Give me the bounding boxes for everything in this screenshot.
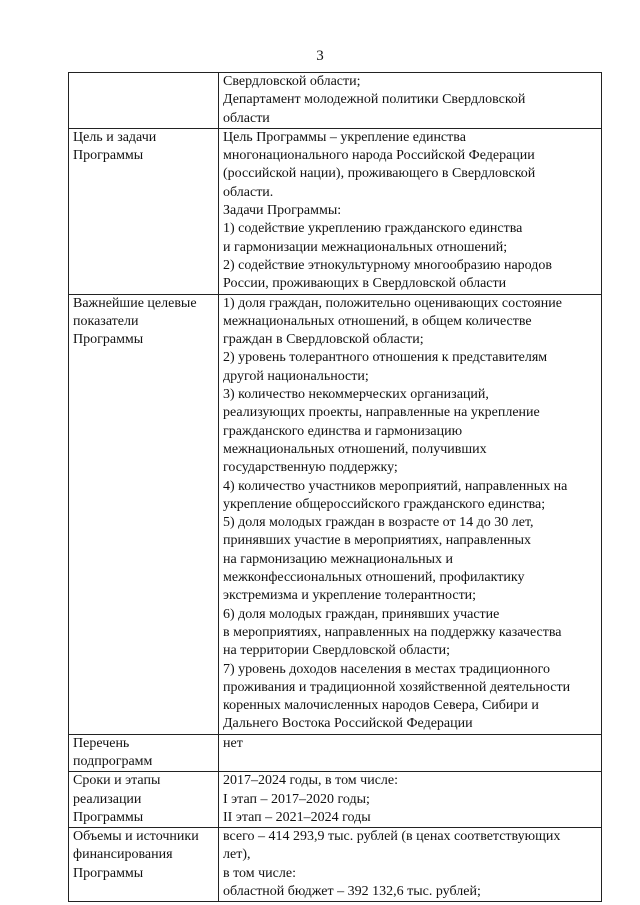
content-line: в том числе: <box>223 865 296 881</box>
row-label <box>69 128 219 294</box>
page-number: 3 <box>316 48 324 64</box>
content-line: 2017–2024 годы, в том числе: <box>223 773 398 789</box>
label-line: Программы <box>73 809 144 825</box>
content-line: лет), <box>223 847 251 863</box>
content-line: другой национальности; <box>223 368 369 384</box>
content-line: II этап – 2021–2024 годы <box>223 809 371 825</box>
program-passport-table <box>68 72 602 902</box>
row-content <box>219 772 602 828</box>
content-line: 4) количество участников мероприятий, направленных на <box>223 478 568 494</box>
row-label <box>69 73 219 129</box>
row-content <box>219 73 602 129</box>
label-line: Программы <box>73 148 144 164</box>
label-line: Объемы и источники <box>73 829 199 845</box>
row-content <box>219 734 602 772</box>
content-line: области. <box>223 184 274 200</box>
label-line: Программы <box>73 865 144 881</box>
content-line: 7) уровень доходов населения в местах традиционного <box>223 661 551 677</box>
label-line: реализации <box>73 791 142 807</box>
content-line: реализующих проекты, направленные на укрепление <box>223 405 540 421</box>
row-label <box>69 828 219 902</box>
table-row <box>69 772 602 828</box>
table-row <box>69 828 602 902</box>
content-line: 6) доля молодых граждан, принявших участие <box>223 606 500 622</box>
table-row <box>69 294 602 734</box>
content-line: 3) количество некоммерческих организаций, <box>223 387 489 403</box>
content-line: Свердловской области; <box>223 74 361 89</box>
row-label <box>69 294 219 734</box>
label-line: Цель и задачи <box>73 129 157 145</box>
content-line: I этап – 2017–2020 годы; <box>223 791 370 807</box>
content-line: межнациональных отношений, в общем количестве <box>223 313 532 329</box>
label-line: финансирования <box>73 847 173 863</box>
content-line: коренных малочисленных народов Севера, Сибири и <box>223 698 539 714</box>
label-line: Сроки и этапы <box>73 773 161 789</box>
content-line: Дальнего Востока Российской Федерации <box>223 716 473 732</box>
table-row <box>69 128 602 294</box>
content-line: проживания и традиционной хозяйственной деятельности <box>223 679 571 695</box>
table-row <box>69 734 602 772</box>
content-line: 1) содействие укреплению гражданского единства <box>223 221 523 237</box>
label-line: Перечень <box>73 735 130 751</box>
label-line: подпрограмм <box>73 753 153 769</box>
row-content <box>219 828 602 902</box>
content-line: России, проживающих в Свердловской области <box>223 276 507 292</box>
label-line: Программы <box>73 332 144 348</box>
content-line: Цель Программы – укрепление единства <box>223 129 466 145</box>
content-line: на гармонизацию межнациональных и <box>223 551 454 567</box>
content-line: 2) содействие этнокультурному многообразию народов <box>223 257 553 273</box>
content-line: гражданского единства и гармонизацию <box>223 423 463 439</box>
row-content <box>219 128 602 294</box>
row-label <box>69 772 219 828</box>
content-line: (российской нации), проживающего в Свердловской <box>223 166 536 182</box>
content-line: области <box>223 110 270 126</box>
row-content <box>219 294 602 734</box>
content-line: укрепление общероссийского гражданского единства; <box>223 496 546 512</box>
table-row <box>69 73 602 129</box>
content-line: межконфессиональных отношений, профилактику <box>223 570 525 586</box>
content-line: всего – 414 293,9 тыс. рублей (в ценах соответствующих <box>223 829 561 845</box>
content-line: 2) уровень толерантного отношения к представителям <box>223 350 548 366</box>
content-line: экстремизма и укрепление толерантности; <box>223 588 477 604</box>
content-line: в мероприятиях, направленных на поддержку казачества <box>223 624 562 640</box>
row-label <box>69 734 219 772</box>
label-line: Важнейшие целевые <box>73 295 197 311</box>
content-line: граждан в Свердловской области; <box>223 332 424 348</box>
content-line: нет <box>223 735 243 751</box>
content-line: 1) доля граждан, положительно оценивающих состояние <box>223 295 562 311</box>
label-line: показатели <box>73 313 139 329</box>
content-line: Департамент молодежной политики Свердловской <box>223 92 526 108</box>
content-line: межнациональных отношений, получивших <box>223 441 487 457</box>
content-line: многонационального народа Российской Федерации <box>223 148 535 164</box>
content-line: областной бюджет – 392 132,6 тыс. рублей; <box>223 884 481 900</box>
content-line: на территории Свердловской области; <box>223 643 450 659</box>
content-line: принявших участие в мероприятиях, направленных <box>223 533 531 549</box>
content-line: и гармонизации межнациональных отношений; <box>223 239 508 255</box>
content-line: государственную поддержку; <box>223 460 398 476</box>
content-line: 5) доля молодых граждан в возрасте от 14 до 30 лет, <box>223 515 534 531</box>
content-line: Задачи Программы: <box>223 203 342 219</box>
